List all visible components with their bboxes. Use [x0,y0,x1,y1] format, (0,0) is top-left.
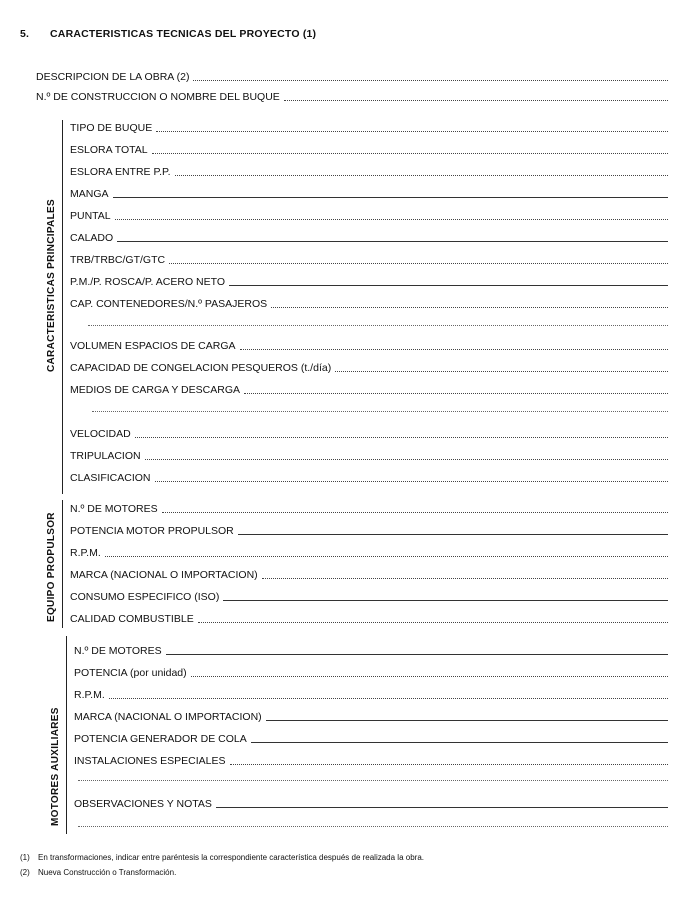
group-title-propulsor: EQUIPO PROPULSOR [46,512,57,622]
field-label: R.P.M. [74,689,105,701]
footnote-1 [20,853,424,862]
field-label: MANGA [70,188,109,200]
field-label: POTENCIA GENERADOR DE COLA [74,733,247,745]
field-nombre-buque [36,89,668,103]
field-blank[interactable] [251,742,668,743]
field-peso-muerto [70,274,668,288]
field-blank[interactable] [223,600,668,601]
field-blank[interactable] [335,371,668,372]
group-title-principales: CARACTERISTICAS PRINCIPALES [46,199,57,372]
field-contenedores-pasajeros [70,296,668,310]
field-observaciones [74,796,668,810]
field-label: R.P.M. [70,547,101,559]
field-label: ESLORA ENTRE P.P. [70,166,171,178]
field-medios-carga [70,382,668,396]
field-blank[interactable] [244,393,668,394]
field-label: PUNTAL [70,210,111,222]
field-blank[interactable] [240,349,668,350]
field-label: DESCRIPCION DE LA OBRA (2) [36,71,190,83]
group-bracket-auxiliares [66,636,67,834]
field-blank[interactable] [230,764,668,765]
field-label: VOLUMEN ESPACIOS DE CARGA [70,340,236,352]
field-velocidad [70,426,668,440]
field-puntal [70,208,668,222]
field-propulsor-motores [70,501,668,515]
field-label: OBSERVACIONES Y NOTAS [74,798,212,810]
field-label: P.M./P. ROSCA/P. ACERO NETO [70,276,226,288]
field-propulsor-combustible [70,611,668,625]
field-label: TRIPULACION [70,450,141,462]
field-aux-motores [74,643,668,657]
field-blank[interactable] [198,622,668,623]
field-label: POTENCIA MOTOR PROPULSOR [70,525,234,537]
field-label: CALADO [70,232,114,244]
field-label: CONSUMO ESPECIFICO (ISO) [70,591,220,603]
field-blank[interactable] [193,80,668,81]
extra-blank-line[interactable] [78,826,668,827]
footnote-number: (2) [20,868,30,877]
field-aux-marca [74,709,668,723]
field-eslora-total [70,142,668,156]
field-label: ESLORA TOTAL [70,144,148,156]
field-clasificacion [70,470,668,484]
field-propulsor-rpm [70,545,668,559]
extra-blank-line[interactable] [78,780,668,781]
section-title: CARACTERISTICAS TECNICAS DEL PROYECTO (1) [50,28,317,40]
field-blank[interactable] [262,578,668,579]
field-label: MARCA (NACIONAL O IMPORTACION) [74,711,262,723]
group-bracket-propulsor [62,500,63,628]
field-blank[interactable] [156,131,668,132]
field-label: N.º DE MOTORES [70,503,158,515]
field-label: N.º DE MOTORES [74,645,162,657]
footnote-number: (1) [20,853,30,862]
field-tipo-buque [70,120,668,134]
field-trb [70,252,668,266]
section-number: 5. [20,28,30,40]
field-blank[interactable] [175,175,668,176]
field-blank[interactable] [145,459,668,460]
field-label: VELOCIDAD [70,428,131,440]
field-blank[interactable] [117,241,668,242]
field-blank[interactable] [284,100,668,101]
field-blank[interactable] [271,307,668,308]
field-label: TIPO DE BUQUE [70,122,153,134]
extra-blank-line[interactable] [92,411,668,412]
field-propulsor-consumo [70,589,668,603]
field-label: MEDIOS DE CARGA Y DESCARGA [70,384,240,396]
footnote-text: En transformaciones, indicar entre paréntesis la correspondiente característica después de realizada la obra. [38,853,424,862]
field-volumen-carga [70,338,668,352]
field-label: INSTALACIONES ESPECIALES [74,755,226,767]
field-blank[interactable] [152,153,668,154]
field-label: CAPACIDAD DE CONGELACION PESQUEROS (t./día) [70,362,332,374]
field-calado [70,230,668,244]
field-label: POTENCIA (por unidad) [74,667,187,679]
extra-blank-line[interactable] [88,325,668,326]
field-label: N.º DE CONSTRUCCION O NOMBRE DEL BUQUE [36,91,280,103]
footnote-text: Nueva Construcción o Transformación. [38,868,177,877]
field-blank[interactable] [135,437,668,438]
field-label: CAP. CONTENEDORES/N.º PASAJEROS [70,298,268,310]
field-blank[interactable] [166,654,668,655]
field-tripulacion [70,448,668,462]
footnote-2 [20,868,176,877]
field-descripcion-obra [36,69,668,83]
field-aux-potencia [74,665,668,679]
field-aux-rpm [74,687,668,701]
field-blank[interactable] [191,676,668,677]
field-blank[interactable] [105,556,668,557]
field-label: CLASIFICACION [70,472,151,484]
field-blank[interactable] [109,698,668,699]
field-aux-generador-cola [74,731,668,745]
field-propulsor-potencia [70,523,668,537]
field-blank[interactable] [113,197,668,198]
field-blank[interactable] [266,720,668,721]
field-blank[interactable] [216,807,668,808]
field-propulsor-marca [70,567,668,581]
field-blank[interactable] [162,512,668,513]
group-bracket-principales [62,120,63,494]
field-blank[interactable] [169,263,668,264]
section-heading [20,28,316,40]
field-label: MARCA (NACIONAL O IMPORTACION) [70,569,258,581]
field-manga [70,186,668,200]
field-capacidad-congelacion [70,360,668,374]
field-blank[interactable] [238,534,668,535]
field-label: TRB/TRBC/GT/GTC [70,254,166,266]
field-label: CALIDAD COMBUSTIBLE [70,613,194,625]
field-blank[interactable] [115,219,668,220]
field-aux-instalaciones [74,753,668,767]
group-title-auxiliares: MOTORES AUXILIARES [50,707,61,826]
field-eslora-pp [70,164,668,178]
field-blank[interactable] [155,481,668,482]
field-blank[interactable] [229,285,668,286]
